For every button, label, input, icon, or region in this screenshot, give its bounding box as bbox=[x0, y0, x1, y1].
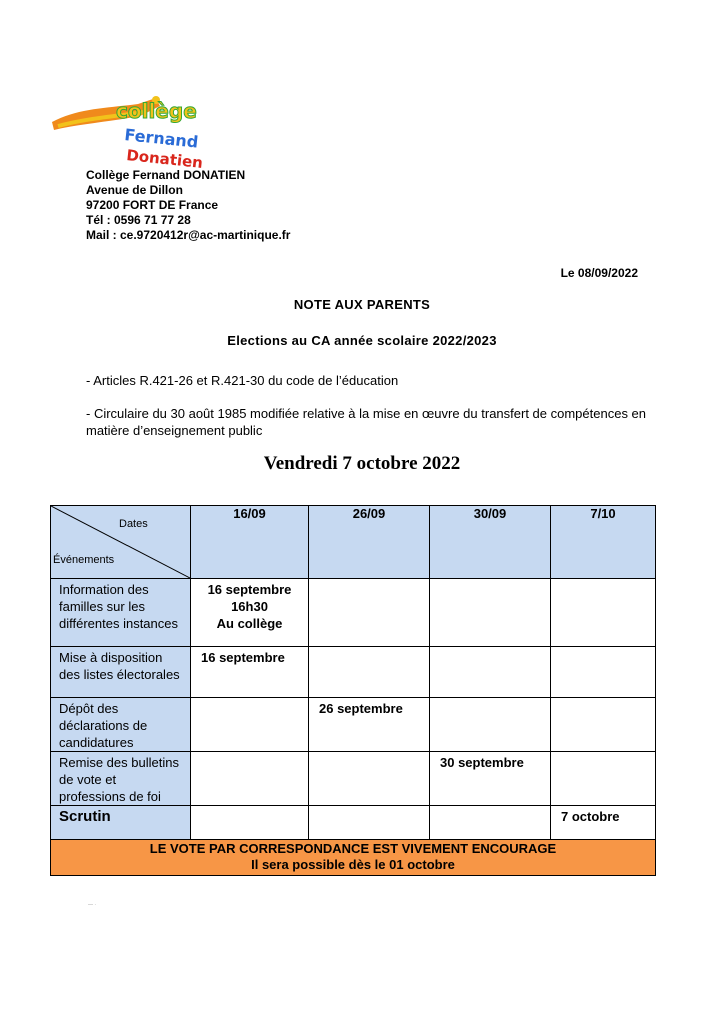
page-title: NOTE AUX PARENTS bbox=[293, 297, 431, 312]
table-row bbox=[51, 752, 656, 806]
reference-circulaire: - Circulaire du 30 août 1985 modifiée relative à la mise en œuvre du transfert de compétences en matière d’enseignement public bbox=[86, 406, 647, 438]
table-cell bbox=[551, 752, 656, 806]
footer-mark: — · bbox=[88, 902, 97, 908]
table-cell bbox=[309, 579, 430, 647]
table-row bbox=[51, 579, 656, 647]
corner-dates-label: Dates bbox=[119, 518, 148, 530]
table-row bbox=[51, 806, 656, 840]
table-cell: 16 septembre bbox=[191, 647, 309, 698]
diagonal-divider bbox=[51, 506, 190, 578]
corner-cell bbox=[51, 506, 191, 579]
table-cell bbox=[551, 647, 656, 698]
banner-row bbox=[51, 840, 656, 876]
svg-text:collège: collège bbox=[116, 99, 197, 123]
table-cell bbox=[309, 806, 430, 840]
table-cell: 7 octobre bbox=[551, 806, 656, 840]
table-cell bbox=[309, 752, 430, 806]
row-label: Scrutin bbox=[51, 806, 191, 840]
banner-line-1: LE VOTE PAR CORRESPONDANCE EST VIVEMENT ENCOURAGE bbox=[149, 841, 557, 856]
reference-articles: - Articles R.421-26 et R.421-30 du code de l’éducation bbox=[86, 373, 399, 388]
column-header: 26/09 bbox=[309, 506, 430, 579]
svg-text:Fernand: Fernand bbox=[123, 125, 200, 152]
table-cell bbox=[551, 579, 656, 647]
corner-events-label: Événements bbox=[53, 554, 115, 566]
page-subtitle: Elections au CA année scolaire 2022/2023 bbox=[227, 333, 497, 348]
table-cell bbox=[191, 698, 309, 752]
table-cell bbox=[309, 647, 430, 698]
banner-line-2: Il sera possible dès le 01 octobre bbox=[251, 857, 455, 872]
college-logo bbox=[48, 78, 208, 170]
school-city: 97200 FORT DE France bbox=[86, 198, 219, 212]
table-cell bbox=[430, 698, 551, 752]
election-date: Vendredi 7 octobre 2022 bbox=[263, 453, 461, 474]
row-label: Information des familles sur les différentes instances bbox=[51, 579, 191, 647]
table-cell bbox=[191, 806, 309, 840]
column-header: 7/10 bbox=[551, 506, 656, 579]
row-label: Remise des bulletins de vote et professions de foi bbox=[51, 752, 191, 806]
table-cell bbox=[551, 698, 656, 752]
svg-text:Donatien: Donatien bbox=[125, 146, 204, 170]
table-cell bbox=[430, 806, 551, 840]
row-label: Mise à disposition des listes électorales bbox=[51, 647, 191, 698]
column-header: 30/09 bbox=[430, 506, 551, 579]
school-street: Avenue de Dillon bbox=[86, 183, 183, 197]
school-email: Mail : ce.9720412r@ac-martinique.fr bbox=[86, 228, 291, 242]
table-row bbox=[51, 647, 656, 698]
row-label: Dépôt des déclarations de candidatures bbox=[51, 698, 191, 752]
header-row bbox=[51, 506, 656, 579]
column-header: 16/09 bbox=[191, 506, 309, 579]
table-cell bbox=[191, 752, 309, 806]
school-address bbox=[86, 168, 290, 243]
schedule-table bbox=[50, 505, 656, 876]
vote-banner bbox=[51, 840, 656, 876]
table-cell: 30 septembre bbox=[430, 752, 551, 806]
table-cell: 26 septembre bbox=[309, 698, 430, 752]
table-cell bbox=[430, 647, 551, 698]
school-phone: Tél : 0596 71 77 28 bbox=[86, 213, 191, 227]
school-name: Collège Fernand DONATIEN bbox=[86, 168, 246, 182]
table-cell: 16 septembre 16h30 Au collège bbox=[191, 579, 309, 647]
letter-date: Le 08/09/2022 bbox=[560, 266, 638, 280]
table-cell bbox=[430, 579, 551, 647]
table-row bbox=[51, 698, 656, 752]
